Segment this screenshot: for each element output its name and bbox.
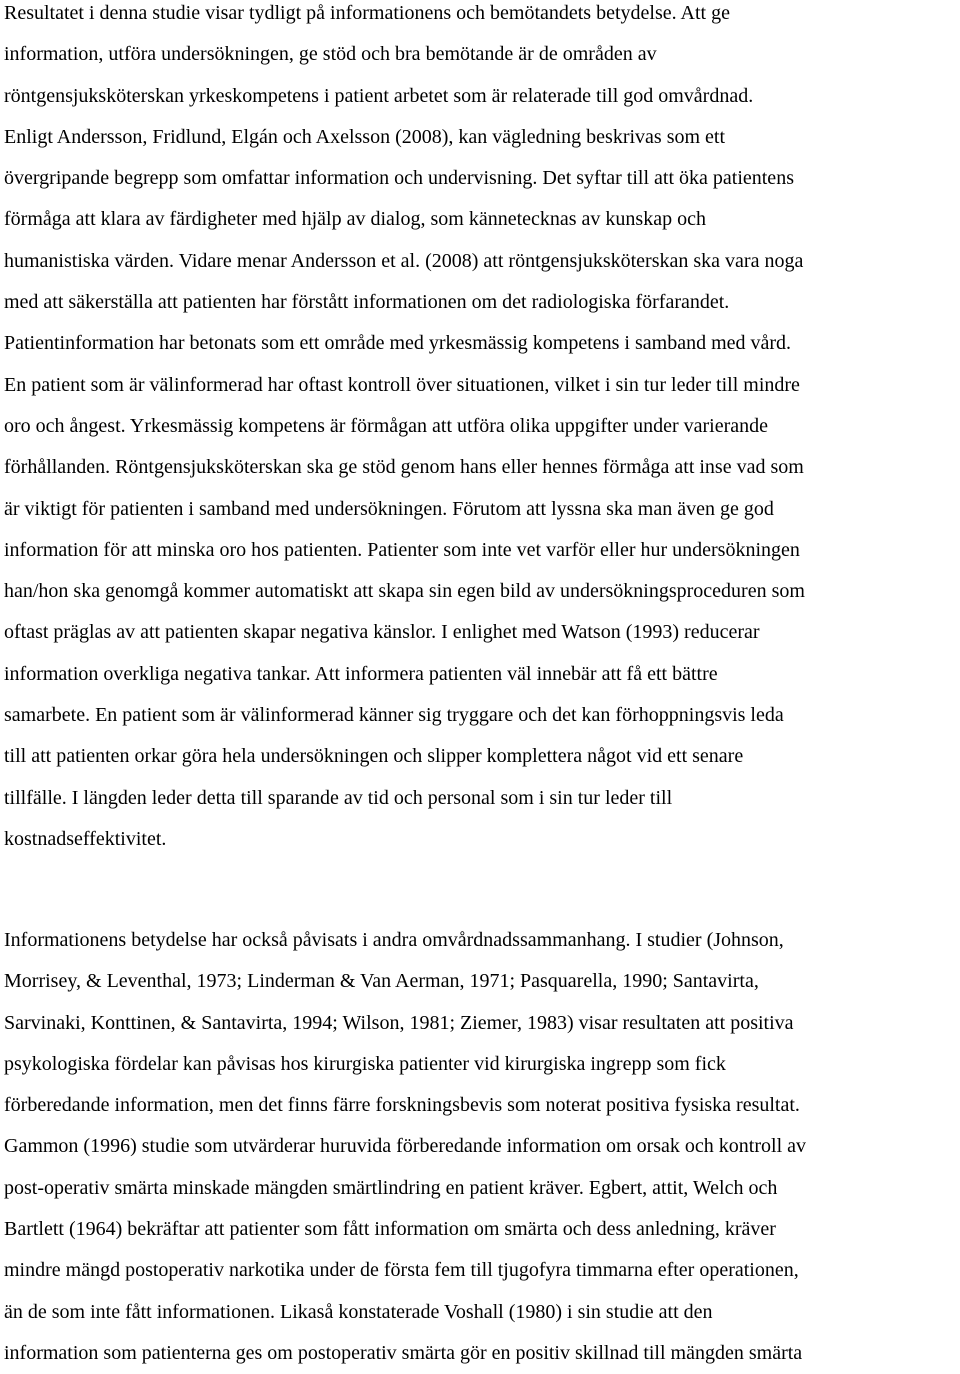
text-line: förberedande information, men det finns färre forskningsbevis som noterat positiva fysiska resultat. [4, 1094, 800, 1117]
text-line: samarbete. En patient som är välinformerad känner sig tryggare och det kan förhoppningsvis leda [4, 704, 784, 727]
text-line: oftast präglas av att patienten skapar negativa känslor. I enlighet med Watson (1993) reducerar [4, 621, 760, 644]
text-line: post-operativ smärta minskade mängden smärtlindring en patient kräver. Egbert, attit, Welch och [4, 1176, 778, 1199]
text-line: mindre mängd postoperativ narkotika under de första fem till tjugofyra timmarna efter operationen, [4, 1259, 799, 1282]
text-line: Informationens betydelse har också påvisats i andra omvårdnadssammanhang. I studier (Johnson, [4, 929, 784, 951]
text-line: Enligt Andersson, Fridlund, Elgán och Axelsson (2008), kan vägledning beskrivas som ett [4, 125, 726, 148]
text-line: övergripande begrepp som omfattar information och undervisning. Det syftar till att öka patientens [4, 167, 794, 190]
text-line: med att säkerställa att patienten har förstått informationen om det radiologiska förfarandet. [4, 291, 730, 314]
paragraph-information-importance [4, 920, 806, 1374]
text-line: förhållanden. Röntgensjuksköterskan ska ge stöd genom hans eller hennes förmåga att inse vad som [4, 456, 804, 479]
text-line: Bartlett (1964) bekräftar att patienter som fått information om smärta och dess anledning, kräver [4, 1218, 776, 1241]
paragraph-results [4, 0, 805, 860]
text-line: Gammon (1996) studie som utvärderar huruvida förberedande information om orsak och kontroll av [4, 1135, 807, 1158]
text-line: tillfälle. I längden leder detta till sparande av tid och personal som i sin tur leder till [4, 786, 673, 809]
text-line: än de som inte fått informationen. Likaså konstaterade Voshall (1980) i sin studie att den [4, 1300, 713, 1323]
text-line: information overkliga negativa tankar. Att informera patienten väl innebär att få ett bättre [4, 662, 718, 685]
text-line: Morrisey, & Leventhal, 1973; Linderman & Van Aerman, 1971; Pasquarella, 1990; Santavirta, [4, 970, 759, 993]
text-line: oro och ångest. Yrkesmässig kompetens är förmågan att utföra olika uppgifter under varierande [4, 414, 768, 437]
text-line: Resultatet i denna studie visar tydligt på informationens och bemötandets betydelse. Att ge [4, 2, 730, 24]
text-line: förmåga att klara av färdigheter med hjälp av dialog, som kännetecknas av kunskap och [4, 208, 706, 231]
text-line: En patient som är välinformerad har oftast kontroll över situationen, vilket i sin tur leder till mindre [4, 373, 800, 396]
text-line: kostnadseffektivitet. [4, 827, 167, 850]
text-line: till att patienten orkar göra hela undersökningen och slipper komplettera något vid ett senare [4, 745, 744, 768]
text-line: Patientinformation har betonats som ett område med yrkesmässig kompetens i samband med vård. [4, 332, 792, 355]
text-line: information för att minska oro hos patienten. Patienter som inte vet varför eller hur undersökningen [4, 538, 800, 561]
text-line: humanistiska värden. Vidare menar Andersson et al. (2008) att röntgensjuksköterskan ska vara noga [4, 249, 804, 272]
text-line: är viktigt för patienten i samband med undersökningen. Förutom att lyssna ska man även ge god [4, 497, 774, 520]
text-line: röntgensjuksköterskan yrkeskompetens i patient arbetet som är relaterade till god omvårdnad. [4, 84, 754, 107]
text-line: psykologiska fördelar kan påvisas hos kirurgiska patienter vid kirurgiska ingrepp som fick [4, 1052, 726, 1075]
text-line: information, utföra undersökningen, ge stöd och bra bemötande är de områden av [4, 43, 657, 66]
text-line: han/hon ska genomgå kommer automatiskt att skapa sin egen bild av undersökningsproceduren som [4, 580, 805, 603]
text-line: information som patienterna ges om postoperativ smärta gör en positiv skillnad till mängden smärta [4, 1341, 803, 1364]
text-line: Sarvinaki, Konttinen, & Santavirta, 1994; Wilson, 1981; Ziemer, 1983) visar resultaten att positiva [4, 1011, 794, 1034]
